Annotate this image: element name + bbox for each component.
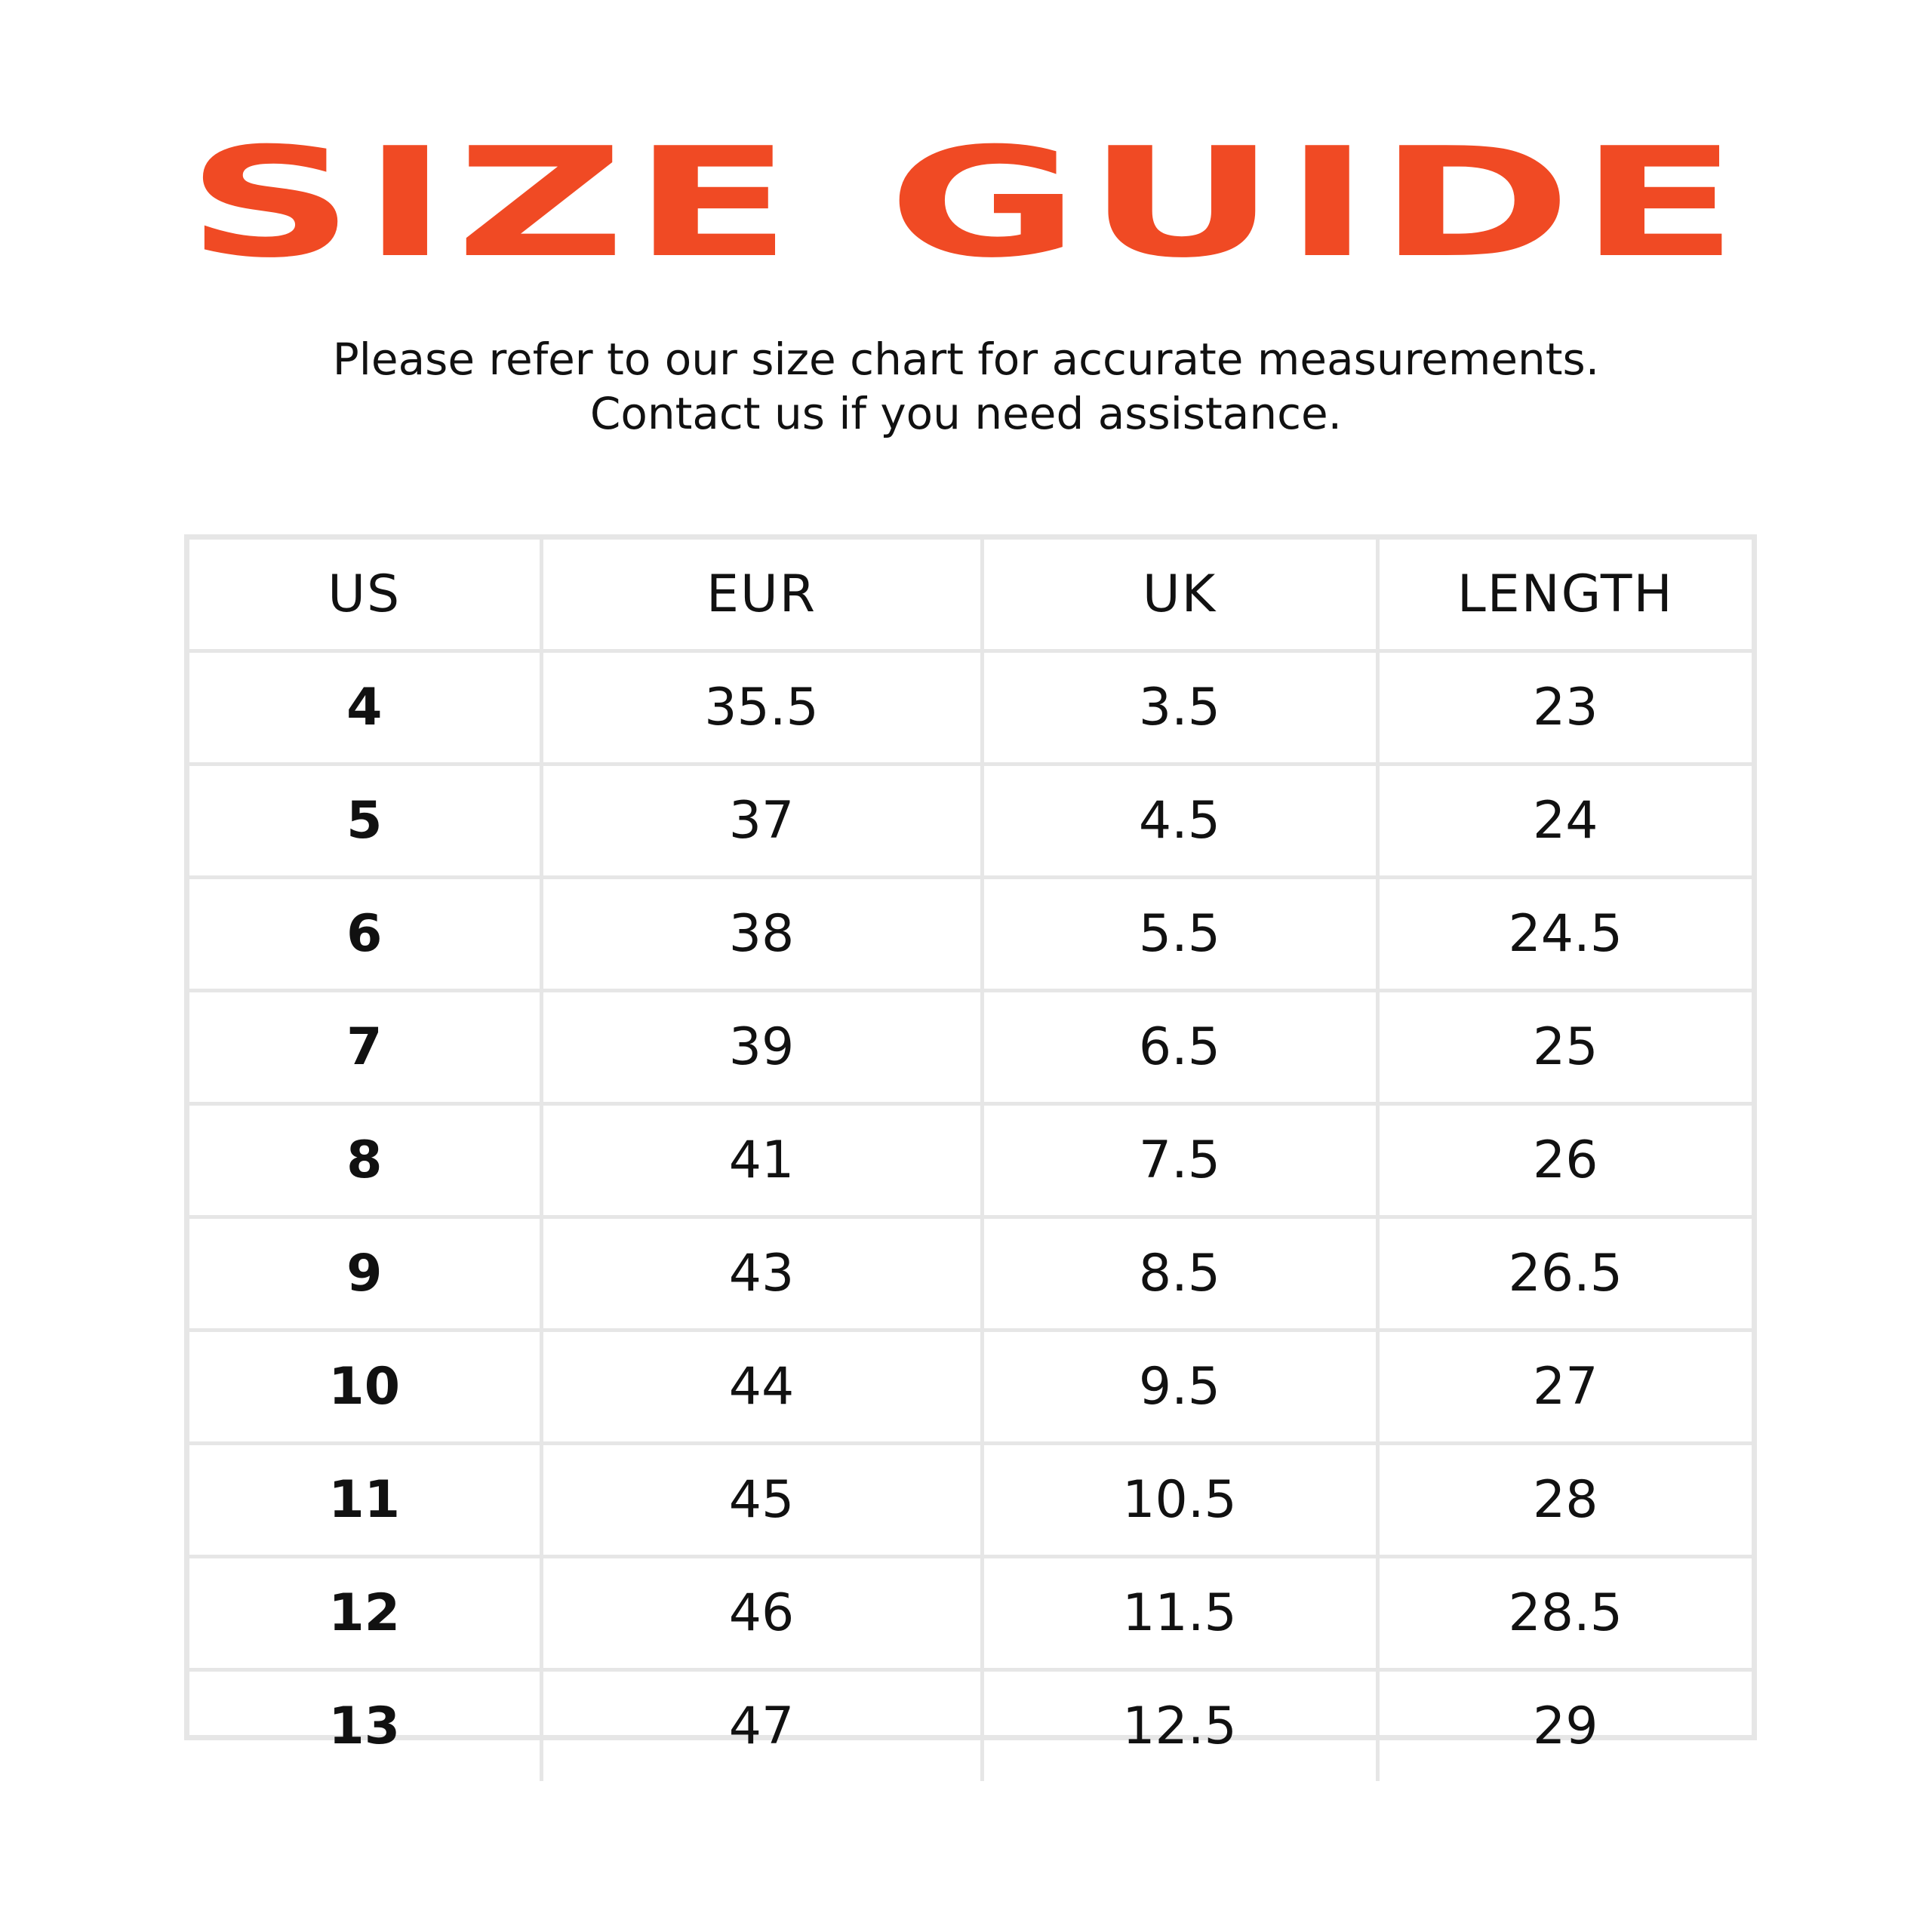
cell-uk: 11.5 <box>982 1557 1377 1670</box>
cell-length: 26 <box>1377 1104 1752 1217</box>
page-title: SIZE GUIDE <box>186 115 1746 291</box>
header-us: US <box>189 540 541 651</box>
subtitle-line-1: Please refer to our size chart for accurate measurements. <box>332 334 1600 385</box>
header-eur: EUR <box>541 540 982 651</box>
subtitle-line-2: Contact us if you need assistance. <box>589 388 1343 439</box>
cell-eur: 46 <box>541 1557 982 1670</box>
cell-eur: 37 <box>541 764 982 878</box>
cell-uk: 7.5 <box>982 1104 1377 1217</box>
table-row <box>189 764 1752 878</box>
cell-us: 13 <box>189 1670 541 1782</box>
cell-eur: 39 <box>541 991 982 1104</box>
cell-eur: 47 <box>541 1670 982 1782</box>
cell-us: 12 <box>189 1557 541 1670</box>
header-length: LENGTH <box>1377 540 1752 651</box>
table-row <box>189 878 1752 991</box>
size-table-container <box>184 534 1757 1756</box>
cell-uk: 12.5 <box>982 1670 1377 1782</box>
cell-length: 29 <box>1377 1670 1752 1782</box>
cell-eur: 45 <box>541 1444 982 1557</box>
cell-us: 8 <box>189 1104 541 1217</box>
cell-eur: 38 <box>541 878 982 991</box>
cell-uk: 8.5 <box>982 1217 1377 1331</box>
cell-us: 11 <box>189 1444 541 1557</box>
cell-us: 10 <box>189 1331 541 1444</box>
cell-uk: 4.5 <box>982 764 1377 878</box>
header-uk: UK <box>982 540 1377 651</box>
cell-eur: 35.5 <box>541 651 982 764</box>
cell-uk: 5.5 <box>982 878 1377 991</box>
table-row <box>189 1331 1752 1444</box>
cell-length: 23 <box>1377 651 1752 764</box>
size-table <box>189 540 1752 1781</box>
cell-us: 4 <box>189 651 541 764</box>
table-header-row <box>189 540 1752 651</box>
table-row <box>189 991 1752 1104</box>
cell-uk: 6.5 <box>982 991 1377 1104</box>
cell-length: 24 <box>1377 764 1752 878</box>
cell-eur: 43 <box>541 1217 982 1331</box>
table-row <box>189 1444 1752 1557</box>
cell-us: 9 <box>189 1217 541 1331</box>
table-row <box>189 1217 1752 1331</box>
cell-uk: 3.5 <box>982 651 1377 764</box>
cell-eur: 41 <box>541 1104 982 1217</box>
table-row <box>189 1670 1752 1782</box>
cell-length: 27 <box>1377 1331 1752 1444</box>
table-row <box>189 1104 1752 1217</box>
table-row <box>189 651 1752 764</box>
cell-length: 26.5 <box>1377 1217 1752 1331</box>
table-row <box>189 1557 1752 1670</box>
cell-length: 28 <box>1377 1444 1752 1557</box>
cell-length: 25 <box>1377 991 1752 1104</box>
cell-uk: 10.5 <box>982 1444 1377 1557</box>
cell-us: 7 <box>189 991 541 1104</box>
cell-eur: 44 <box>541 1331 982 1444</box>
cell-us: 6 <box>189 878 541 991</box>
cell-length: 24.5 <box>1377 878 1752 991</box>
cell-uk: 9.5 <box>982 1331 1377 1444</box>
cell-length: 28.5 <box>1377 1557 1752 1670</box>
cell-us: 5 <box>189 764 541 878</box>
